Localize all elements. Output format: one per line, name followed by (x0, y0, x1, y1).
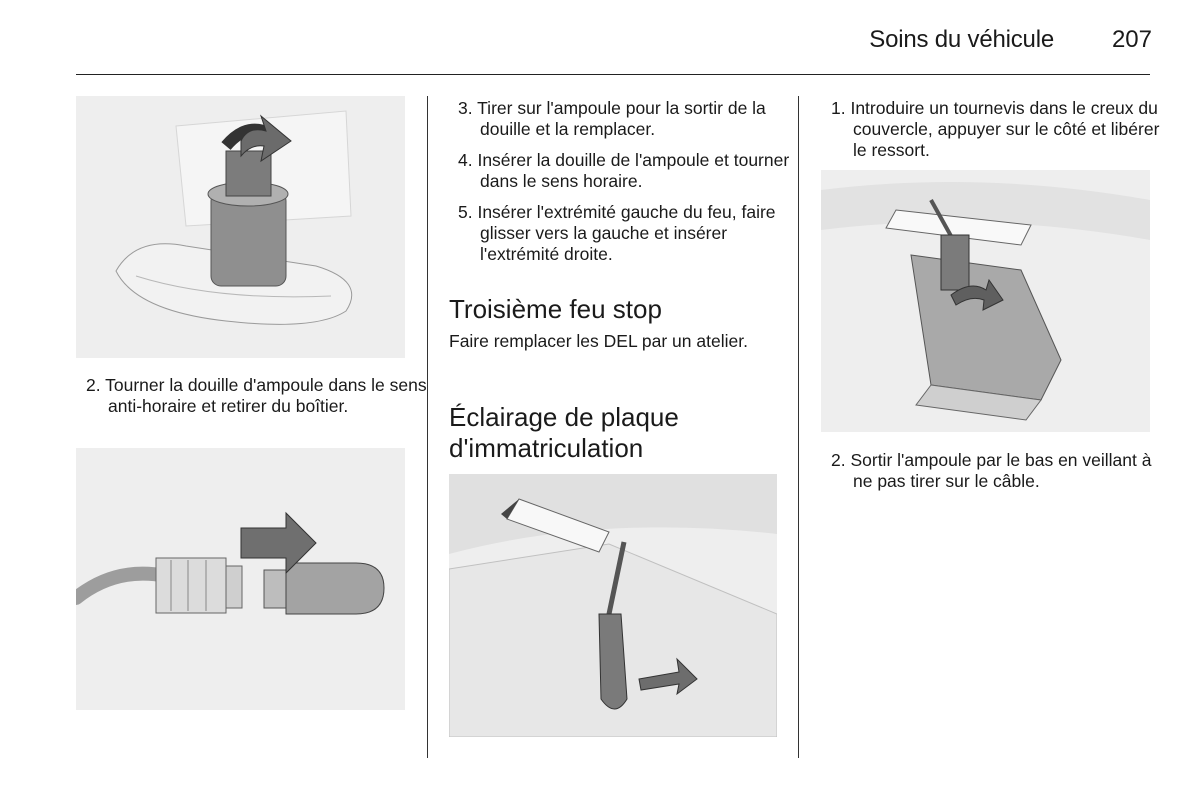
third-brake-light-text: Faire remplacer les DEL par un atelier. (449, 331, 748, 351)
heading-plate-light-line1: Éclairage de plaque (449, 402, 679, 432)
plate-light-screwdriver-illustration (449, 474, 777, 737)
step-2-turn-socket: 2. Tourner la douille d'ampoule dans le sens anti-horaire et retirer du boîtier. (86, 375, 427, 416)
column-divider-right (798, 96, 799, 758)
step-3-pull-bulb: 3. Tirer sur l'ampoule pour la sortir de la douille et la remplacer. (458, 98, 766, 139)
plate-light-release-illustration (821, 170, 1150, 432)
step-2-remove-bulb: 2. Sortir l'ampoule par le bas en veillant à ne pas tirer sur le câble. (831, 450, 1152, 491)
step-5-insert-light: 5. Insérer l'extrémité gauche du feu, faire glisser vers la gauche et insérer l'extrémité droite. (458, 202, 776, 264)
bulb-removal-illustration (76, 448, 405, 710)
step-4-insert-socket: 4. Insérer la douille de l'ampoule et tourner dans le sens horaire. (458, 150, 790, 191)
column-divider-left (427, 96, 428, 758)
bulb-socket-illustration (76, 96, 405, 358)
page-number: 207 (1111, 26, 1152, 53)
heading-plate-light-line2: d'immatriculation (449, 433, 644, 463)
step-1-insert-screwdriver: 1. Introduire un tournevis dans le creux du couvercle, appuyer sur le côté et libérer le ressort. (831, 98, 1160, 160)
section-title: Soins du véhicule (869, 26, 1054, 53)
heading-third-brake-light: Troisième feu stop (449, 294, 662, 324)
header-divider (76, 74, 1150, 75)
